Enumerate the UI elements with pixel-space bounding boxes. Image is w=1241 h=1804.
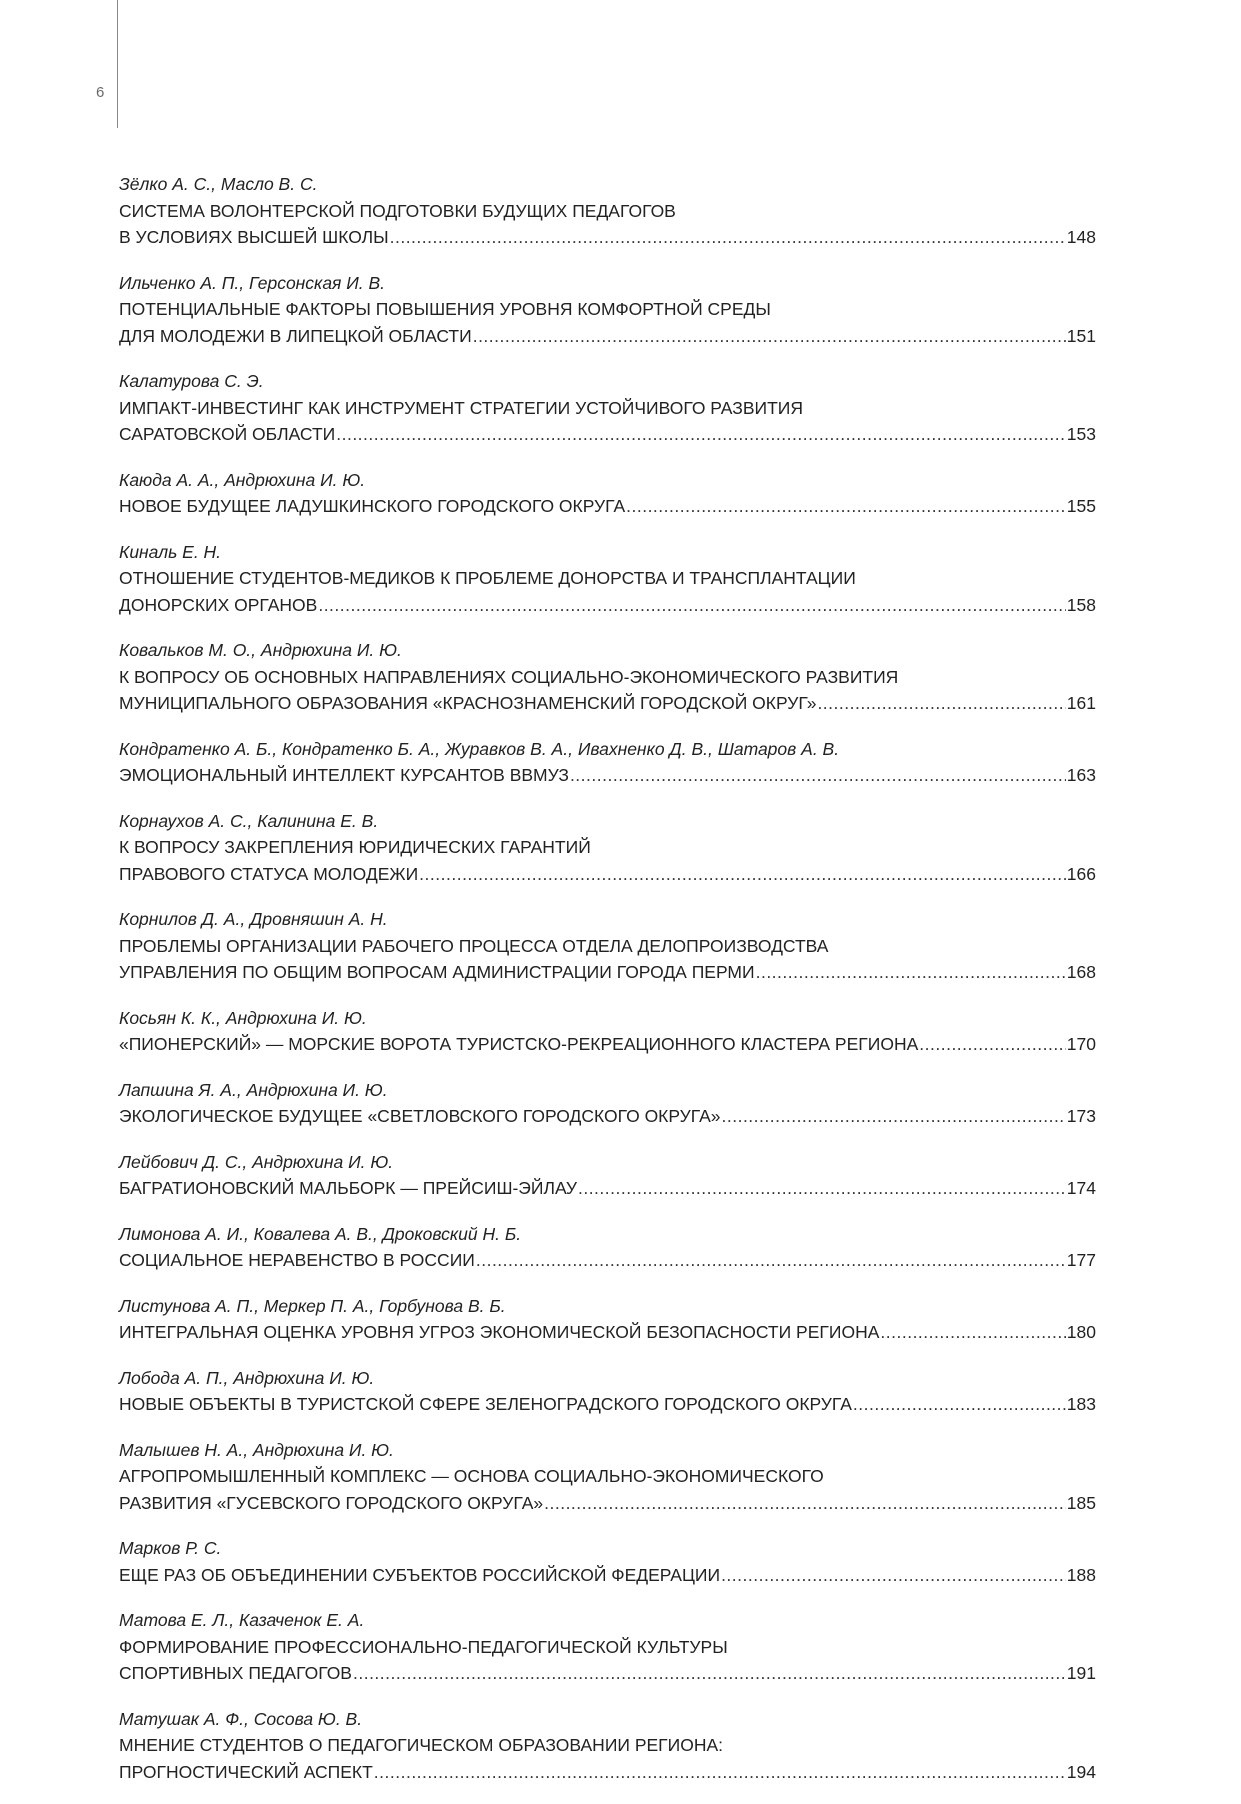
toc-entry-authors: Зёлко А. С., Масло В. С.	[119, 174, 318, 194]
toc-entry-page-number: 185	[1066, 1492, 1096, 1513]
toc-entry-page-number: 177	[1066, 1250, 1096, 1270]
toc-entry	[119, 1005, 1096, 1058]
toc-entry-page-number: 194	[1066, 1761, 1096, 1782]
dot-leader	[722, 1103, 1066, 1130]
toc-entry-final-line	[119, 1759, 1096, 1786]
dot-leader	[318, 592, 1065, 619]
toc-entry-final-line	[119, 959, 1096, 986]
toc-entry-page-number: 168	[1066, 962, 1096, 982]
toc-entry-authors: Лимонова А. И., Ковалева А. В., Дроковский Н. Б.	[119, 1223, 522, 1244]
toc-entry-title-end: МУНИЦИПАЛЬНОГО ОБРАЗОВАНИЯ «КРАСНОЗНАМЕНСКИЙ ГОРОДСКОЙ ОКРУГ»	[119, 693, 817, 713]
dot-leader	[817, 690, 1065, 717]
toc-entry-title-end: УПРАВЛЕНИЯ ПО ОБЩИМ ВОПРОСАМ АДМИНИСТРАЦИИ ГОРОДА ПЕРМИ	[119, 962, 755, 982]
page-number: 6	[96, 84, 105, 101]
toc-entry-authors: Лапшина Я. А., Андрюхина И. Ю.	[119, 1079, 388, 1100]
dot-leader	[756, 959, 1066, 986]
dot-leader	[544, 1490, 1066, 1517]
toc-entry-page-number: 191	[1066, 1663, 1096, 1683]
toc-entry-page-number: 163	[1066, 765, 1096, 785]
toc-entry-title-line: К ВОПРОСУ ЗАКРЕПЛЕНИЯ ЮРИДИЧЕСКИХ ГАРАНТИЙ	[119, 837, 591, 857]
toc-entry-page-number: 180	[1066, 1322, 1096, 1342]
toc-entry-final-line	[119, 1490, 1096, 1517]
toc-entry-page-number: 188	[1066, 1564, 1096, 1585]
toc-entry-title-end: ИНТЕГРАЛЬНАЯ ОЦЕНКА УРОВНЯ УГРОЗ ЭКОНОМИЧЕСКОЙ БЕЗОПАСНОСТИ РЕГИОНА	[119, 1322, 880, 1342]
toc-entry-authors: Листунова А. П., Меркер П. А., Горбунова В. Б.	[119, 1295, 506, 1316]
toc-entry-page-number: 148	[1066, 227, 1096, 247]
toc-entry	[119, 808, 1096, 888]
dot-leader	[476, 1247, 1066, 1274]
toc-entry-final-line	[119, 762, 1096, 789]
toc-entry-title-end: СОЦИАЛЬНОЕ НЕРАВЕНСТВО В РОССИИ	[119, 1250, 475, 1270]
toc-entry-title-end: В УСЛОВИЯХ ВЫСШЕЙ ШКОЛЫ	[119, 227, 389, 247]
dot-leader	[353, 1660, 1066, 1687]
toc-entry-title-end: СПОРТИВНЫХ ПЕДАГОГОВ	[119, 1663, 352, 1683]
dot-leader	[374, 1759, 1066, 1786]
toc-entry-page-number: 155	[1066, 496, 1096, 516]
dot-leader	[880, 1319, 1065, 1346]
toc-entry-title-end: НОВЫЕ ОБЪЕКТЫ В ТУРИСТСКОЙ СФЕРЕ ЗЕЛЕНОГРАДСКОГО ГОРОДСКОГО ОКРУГА	[119, 1394, 852, 1414]
toc-entry-title-line: ПОТЕНЦИАЛЬНЫЕ ФАКТОРЫ ПОВЫШЕНИЯ УРОВНЯ КОМФОРТНОЙ СРЕДЫ	[119, 299, 771, 319]
dot-leader	[419, 861, 1066, 888]
dot-leader	[721, 1562, 1066, 1589]
toc-entry-final-line	[119, 1660, 1096, 1687]
toc-entry-final-line	[119, 493, 1096, 520]
toc-entry-authors: Косьян К. К., Андрюхина И. Ю.	[119, 1007, 367, 1028]
toc-entry-title-line: ОТНОШЕНИЕ СТУДЕНТОВ-МЕДИКОВ К ПРОБЛЕМЕ ДОНОРСТВА И ТРАНСПЛАНТАЦИИ	[119, 568, 856, 588]
dot-leader	[336, 421, 1066, 448]
toc-entry-authors: Матушак А. Ф., Сосова Ю. В.	[119, 1708, 363, 1729]
toc-entry	[119, 368, 1096, 448]
toc-entry-title-line: ПРОБЛЕМЫ ОРГАНИЗАЦИИ РАБОЧЕГО ПРОЦЕССА ОТДЕЛА ДЕЛОПРОИЗВОДСТВА	[119, 935, 829, 956]
toc-entry-authors: Лейбович Д. С., Андрюхина И. Ю.	[119, 1151, 394, 1172]
toc-entry-authors: Матова Е. Л., Казаченок Е. А.	[119, 1610, 365, 1630]
toc-entry-title-end: ДОНОРСКИХ ОРГАНОВ	[119, 594, 318, 615]
toc-entry	[119, 171, 1096, 251]
toc-entry-final-line	[119, 1031, 1096, 1058]
toc-entry-title-line: МНЕНИЕ СТУДЕНТОВ О ПЕДАГОГИЧЕСКОМ ОБРАЗОВАНИИ РЕГИОНА:	[119, 1735, 724, 1755]
table-of-contents	[119, 171, 1096, 1804]
toc-entry-authors: Корнаухов А. С., Калинина Е. В.	[119, 810, 379, 831]
dot-leader	[853, 1391, 1066, 1418]
toc-entry-title-end: ЕЩЕ РАЗ ОБ ОБЪЕДИНЕНИИ СУБЪЕКТОВ РОССИЙСКОЙ ФЕДЕРАЦИИ	[119, 1564, 721, 1585]
toc-entry-page-number: 153	[1066, 424, 1096, 444]
toc-entry-title-end: РАЗВИТИЯ «ГУСЕВСКОГО ГОРОДСКОГО ОКРУГА»	[119, 1492, 544, 1513]
toc-entry	[119, 467, 1096, 520]
toc-entry	[119, 1293, 1096, 1346]
dot-leader	[473, 323, 1066, 350]
toc-entry	[119, 1221, 1096, 1274]
toc-entry-title-end: «ПИОНЕРСКИЙ» — МОРСКИЕ ВОРОТА ТУРИСТСКО-РЕКРЕАЦИОННОГО КЛАСТЕРА РЕГИОНА	[119, 1034, 919, 1054]
toc-entry-title-end: ЭКОЛОГИЧЕСКОЕ БУДУЩЕЕ «СВЕТЛОВСКОГО ГОРОДСКОГО ОКРУГА»	[119, 1106, 721, 1126]
toc-entry	[119, 539, 1096, 619]
toc-entry-final-line	[119, 861, 1096, 888]
toc-entry-page-number: 170	[1066, 1034, 1096, 1054]
toc-entry-page-number: 151	[1066, 325, 1096, 346]
toc-entry-authors: Калатурова С. Э.	[119, 371, 264, 391]
toc-entry-authors: Каюда А. А., Андрюхина И. Ю.	[119, 469, 366, 490]
toc-entry	[119, 1365, 1096, 1418]
toc-entry	[119, 1535, 1096, 1588]
toc-entry-authors: Кондратенко А. Б., Кондратенко Б. А., Журавков В. А., Ивахненко Д. В., Шатаров А. В.	[119, 738, 840, 759]
dot-leader	[578, 1175, 1066, 1202]
toc-entry-authors: Киналь Е. Н.	[119, 541, 222, 562]
toc-entry	[119, 1607, 1096, 1687]
toc-entry-page-number: 158	[1066, 594, 1096, 615]
toc-entry-title-line: К ВОПРОСУ ОБ ОСНОВНЫХ НАПРАВЛЕНИЯХ СОЦИАЛЬНО-ЭКОНОМИЧЕСКОГО РАЗВИТИЯ	[119, 666, 899, 687]
toc-entry	[119, 906, 1096, 986]
toc-entry-final-line	[119, 592, 1096, 619]
toc-entry-final-line	[119, 1103, 1096, 1130]
dot-leader	[919, 1031, 1066, 1058]
toc-entry-final-line	[119, 690, 1096, 717]
toc-entry	[119, 1077, 1096, 1130]
toc-entry-title-end: ПРАВОВОГО СТАТУСА МОЛОДЕЖИ	[119, 863, 419, 884]
margin-rule	[117, 0, 118, 128]
toc-entry-authors: Корнилов Д. А., Дровняшин А. Н.	[119, 909, 388, 929]
toc-entry-title-end: ДЛЯ МОЛОДЕЖИ В ЛИПЕЦКОЙ ОБЛАСТИ	[119, 325, 472, 346]
toc-entry-title-end: БАГРАТИОНОВСКИЙ МАЛЬБОРК — ПРЕЙСИШ-ЭЙЛАУ	[119, 1178, 577, 1198]
toc-entry-title-end: ПРОГНОСТИЧЕСКИЙ АСПЕКТ	[119, 1761, 373, 1782]
toc-entry-final-line	[119, 1175, 1096, 1202]
toc-entry-authors: Ковальков М. О., Андрюхина И. Ю.	[119, 640, 402, 660]
dot-leader	[626, 493, 1066, 520]
toc-entry-title-line: ИМПАКТ-ИНВЕСТИНГ КАК ИНСТРУМЕНТ СТРАТЕГИИ УСТОЙЧИВОГО РАЗВИТИЯ	[119, 397, 804, 418]
toc-entry-title-line: СИСТЕМА ВОЛОНТЕРСКОЙ ПОДГОТОВКИ БУДУЩИХ ПЕДАГОГОВ	[119, 200, 676, 221]
dot-leader	[390, 224, 1066, 251]
toc-entry-authors: Ильченко А. П., Герсонская И. В.	[119, 272, 386, 293]
toc-entry-final-line	[119, 1319, 1096, 1346]
toc-entry-page-number: 183	[1066, 1394, 1096, 1414]
toc-entry-page-number: 174	[1066, 1178, 1096, 1198]
toc-entry-authors: Марков Р. С.	[119, 1538, 222, 1558]
toc-entry-final-line	[119, 1247, 1096, 1274]
toc-entry-title-end: САРАТОВСКОЙ ОБЛАСТИ	[119, 424, 336, 444]
toc-entry	[119, 637, 1096, 717]
toc-entry-page-number: 166	[1066, 863, 1096, 884]
toc-entry-page-number: 161	[1066, 693, 1096, 713]
toc-entry-title-line: ФОРМИРОВАНИЕ ПРОФЕССИОНАЛЬНО-ПЕДАГОГИЧЕСКОЙ КУЛЬТУРЫ	[119, 1636, 728, 1657]
toc-entry-final-line	[119, 323, 1096, 350]
toc-entry-title-end: ЭМОЦИОНАЛЬНЫЙ ИНТЕЛЛЕКТ КУРСАНТОВ ВВМУЗ	[119, 765, 569, 785]
toc-entry-final-line	[119, 224, 1096, 251]
toc-entry-final-line	[119, 1391, 1096, 1418]
toc-entry-authors: Малышев Н. А., Андрюхина И. Ю.	[119, 1439, 394, 1460]
toc-entry	[119, 1437, 1096, 1517]
toc-entry	[119, 1706, 1096, 1786]
dot-leader	[570, 762, 1066, 789]
toc-entry	[119, 1149, 1096, 1202]
toc-entry-final-line	[119, 421, 1096, 448]
toc-entry-authors: Лобода А. П., Андрюхина И. Ю.	[119, 1367, 375, 1388]
toc-entry	[119, 736, 1096, 789]
toc-entry-title-line: АГРОПРОМЫШЛЕННЫЙ КОМПЛЕКС — ОСНОВА СОЦИАЛЬНО-ЭКОНОМИЧЕСКОГО	[119, 1466, 824, 1486]
toc-entry	[119, 270, 1096, 350]
toc-entry-final-line	[119, 1562, 1096, 1589]
toc-entry-title-end: НОВОЕ БУДУЩЕЕ ЛАДУШКИНСКОГО ГОРОДСКОГО ОКРУГА	[119, 496, 626, 516]
toc-entry-page-number: 173	[1066, 1106, 1096, 1126]
